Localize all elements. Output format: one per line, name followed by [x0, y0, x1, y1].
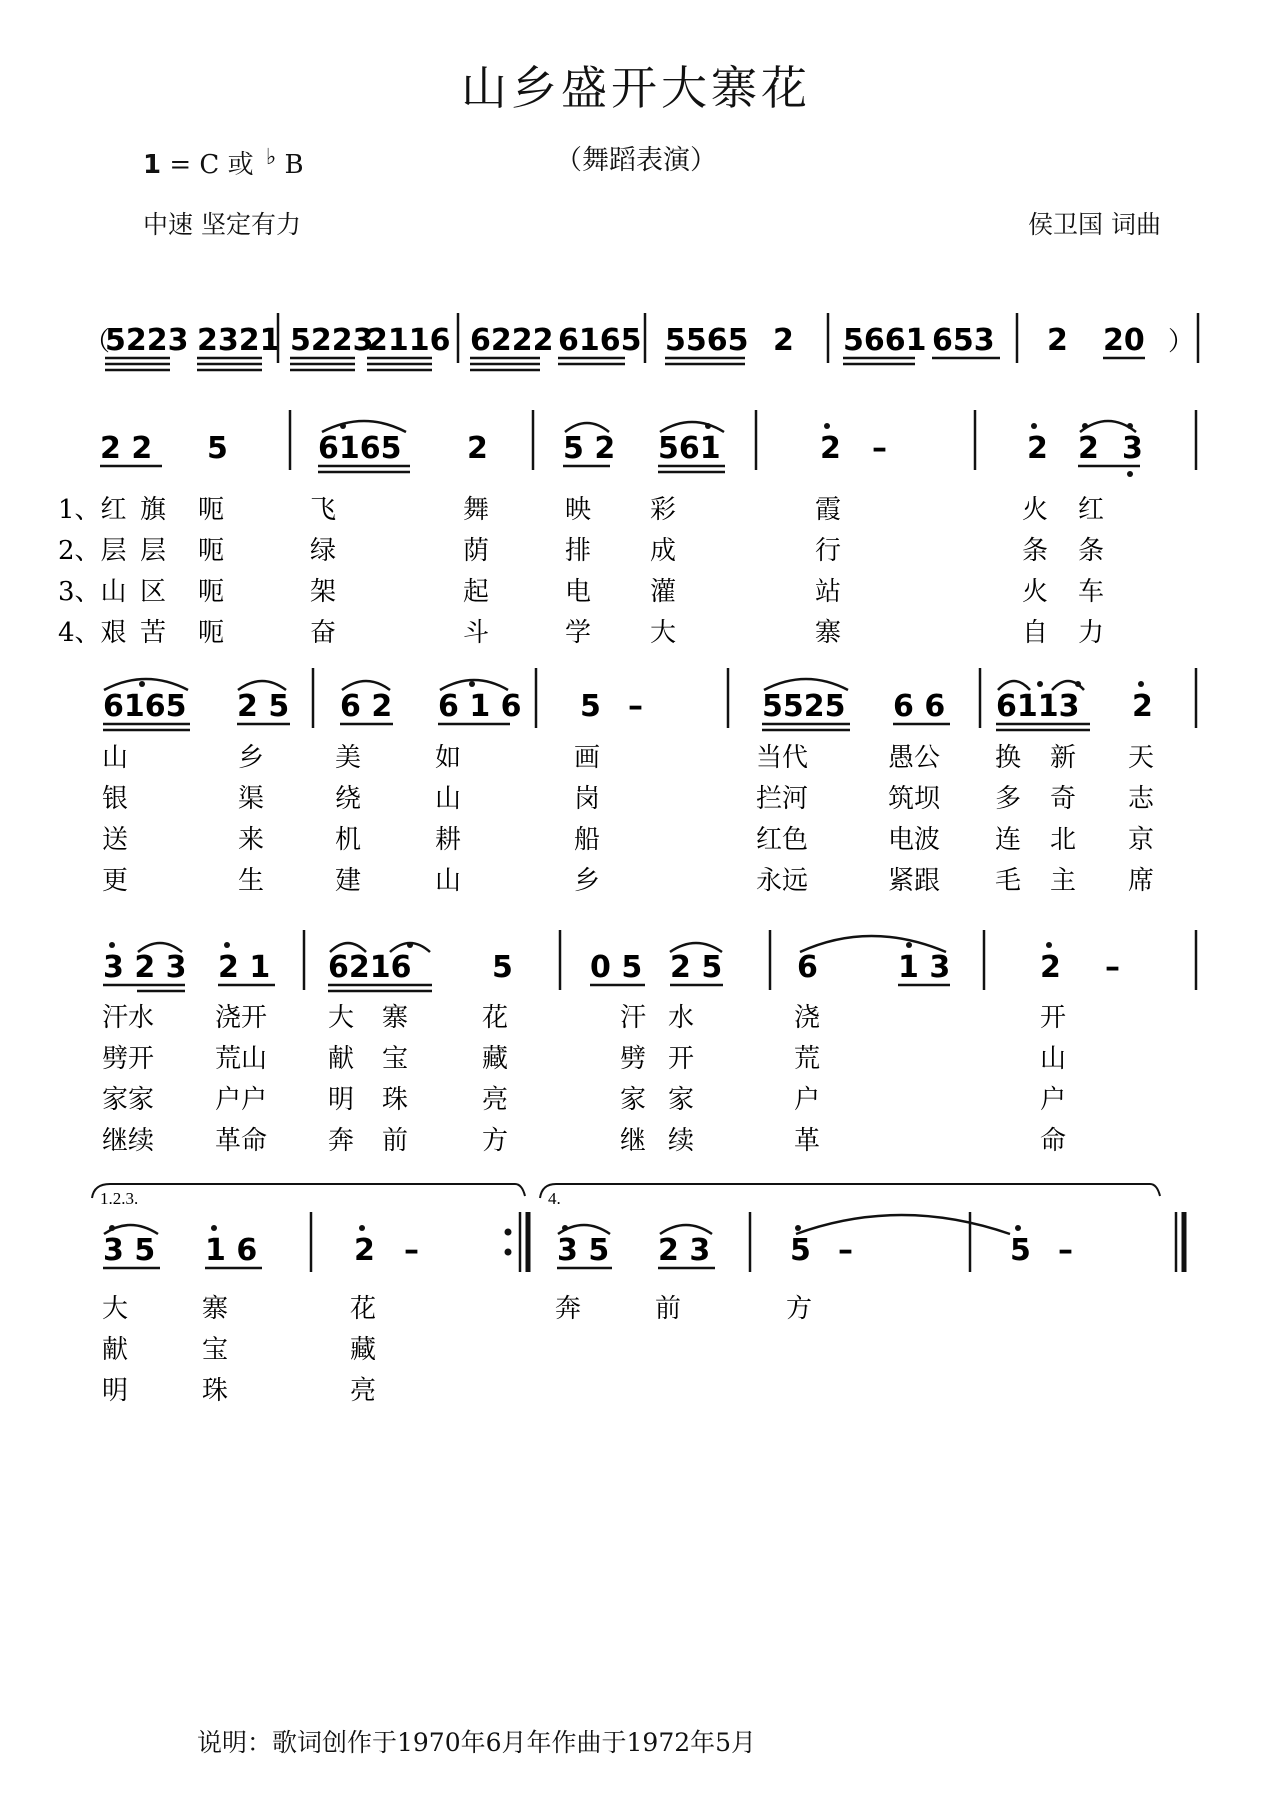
row3-verse4-w3: 奔	[328, 1126, 355, 1156]
row1-verse4-w1: 4、艰	[58, 618, 127, 648]
row2-verse4-w9: 主	[1050, 866, 1077, 896]
row3-verse2-w7: 开	[668, 1044, 695, 1074]
song-subtitle: （舞蹈表演）	[555, 145, 717, 176]
row3-note-1: 3 2 3	[103, 950, 187, 985]
row1-verse4-w3: 呃	[198, 618, 225, 648]
row1-verse1-w10: 红	[1078, 495, 1105, 525]
row2-verse1-w7: 愚公	[888, 743, 941, 773]
row2-verse4-w3: 建	[335, 866, 362, 896]
row1-note-10: 2	[1078, 431, 1099, 466]
tempo-marking: 中速 坚定有力	[143, 210, 301, 239]
flat-sign: ♭	[265, 145, 277, 170]
row4-verse1-w4: 奔	[555, 1294, 582, 1324]
row3-verse2-w4: 宝	[382, 1044, 409, 1074]
row1-note-5: 5 2	[563, 431, 616, 466]
row3-verse4-w6: 继	[620, 1126, 647, 1156]
row1-verse3-w4: 架	[310, 577, 337, 607]
row3-verse4-w4: 前	[382, 1126, 409, 1156]
row2-note-1: 6165	[103, 689, 187, 724]
row2-verse2-w10: 志	[1128, 784, 1155, 814]
row2-verse2-w7: 筑坝	[888, 784, 941, 814]
row2-verse2-w2: 渠	[238, 784, 265, 814]
row1-note-4: 2	[467, 431, 488, 466]
row2-verse2-w3: 绕	[335, 784, 362, 814]
row2-verse2-w6: 拦河	[756, 784, 809, 814]
row2-verse3-w9: 北	[1050, 825, 1077, 855]
row4-note-5: 3 5	[557, 1233, 610, 1268]
row1-note-8: –	[872, 431, 887, 466]
row4-verse3-w2: 珠	[202, 1376, 229, 1406]
row1-verse3-w3: 呃	[198, 577, 225, 607]
row4-note-3: 2	[354, 1233, 375, 1268]
intro-group-1: 5223	[105, 323, 189, 358]
row4-lyrics	[102, 1294, 812, 1406]
row2-note-5: 5	[580, 689, 601, 724]
intro-close-paren: ）	[1168, 327, 1195, 357]
row1-verse4-w8: 寨	[815, 618, 842, 648]
row1-verse3-w6: 电	[565, 577, 592, 607]
row4-verse1-w3: 花	[350, 1294, 377, 1324]
row2-note-6: –	[628, 689, 643, 724]
row3-verse3-w1: 家家	[102, 1085, 155, 1115]
row1-verse2-w5: 荫	[463, 536, 490, 566]
row3-note-2: 2 1	[218, 950, 271, 985]
row1-verse2-w1: 2、层	[58, 536, 127, 566]
row3-note-9: 2	[1040, 950, 1061, 985]
intro-group-12: 20	[1103, 323, 1145, 358]
row-2	[103, 668, 1196, 730]
row4-verse2-w1: 献	[102, 1335, 129, 1365]
row4-note-1: 3 5	[103, 1233, 156, 1268]
row-1	[100, 410, 1196, 477]
row1-verse1-w7: 彩	[650, 495, 677, 525]
row3-note-3: 6216	[328, 950, 412, 985]
row1-verse2-w2: 层	[140, 536, 167, 566]
intro-group-3: 5223	[290, 323, 374, 358]
key-text: = C 或	[169, 150, 254, 180]
row2-note-3: 6 2	[340, 689, 393, 724]
row2-note-4: 6 1 6	[438, 689, 522, 724]
row1-verse3-w8: 站	[815, 577, 842, 607]
row3-verse3-w6: 家	[620, 1085, 647, 1115]
row4-note-7: 5	[790, 1233, 811, 1268]
row1-note-7: 2	[820, 431, 841, 466]
row3-verse1-w8: 浇	[794, 1003, 821, 1033]
row3-verse4-w2: 革命	[215, 1126, 268, 1156]
row2-verse2-w8: 多	[995, 784, 1022, 814]
row2-verse2-w4: 山	[435, 784, 462, 814]
row2-octave-dots	[139, 681, 1144, 687]
row2-verse1-w6: 当代	[756, 743, 809, 773]
intro-group-6: 6165	[558, 323, 642, 358]
intro-group-4: 2116	[367, 323, 451, 358]
intro-row	[84, 313, 1198, 370]
row2-verse1-w10: 天	[1128, 743, 1155, 773]
intro-group-9: 5661	[843, 323, 927, 358]
song-title: 山乡盛开大寨花	[461, 61, 811, 115]
row3-verse1-w6: 汗	[620, 1003, 647, 1033]
row1-verse4-w2: 苦	[140, 618, 167, 648]
row2-verse4-w1: 更	[102, 866, 129, 896]
row1-verse1-w2: 旗	[140, 495, 167, 525]
row2-verse3-w7: 电波	[888, 825, 941, 855]
row2-verse4-w7: 紧跟	[888, 866, 941, 896]
row2-verse3-w3: 机	[335, 825, 362, 855]
row3-verse2-w6: 劈	[620, 1044, 647, 1074]
row3-verse2-w8: 荒	[794, 1044, 821, 1074]
row3-verse4-w7: 续	[668, 1126, 695, 1156]
row2-note-7: 5525	[762, 689, 846, 724]
row4-note-2: 1 6	[205, 1233, 258, 1268]
intro-group-2: 2321	[197, 323, 281, 358]
row1-verse1-w6: 映	[565, 495, 592, 525]
row2-verse1-w3: 美	[335, 743, 362, 773]
row3-verse4-w5: 方	[482, 1126, 509, 1156]
row2-verse1-w4: 如	[435, 743, 462, 773]
ending-first-label: 1.2.3.	[100, 1189, 139, 1208]
intro-underlines	[105, 358, 1145, 370]
row2-verse1-w5: 画	[574, 743, 601, 773]
row3-verse1-w1: 汗水	[102, 1003, 155, 1033]
row4-note-10: –	[1058, 1233, 1073, 1268]
row2-verse3-w8: 连	[995, 825, 1022, 855]
row4-verse3-w1: 明	[102, 1376, 129, 1406]
row3-lyrics	[102, 1003, 1066, 1156]
row2-verse4-w4: 山	[435, 866, 462, 896]
row1-verse4-w4: 奋	[310, 618, 337, 648]
row2-verse3-w5: 船	[574, 825, 601, 855]
row2-note-9: 6113	[996, 689, 1080, 724]
row2-verse3-w2: 来	[238, 825, 265, 855]
intro-group-11: 2	[1047, 323, 1068, 358]
row1-verse4-w7: 大	[650, 618, 677, 648]
row3-verse3-w3: 明	[328, 1085, 355, 1115]
row4-verse2-w3: 藏	[350, 1335, 377, 1365]
row1-octave-dots	[340, 423, 1133, 477]
row1-note-6: 561	[658, 431, 721, 466]
row2-verse2-w5: 岗	[574, 784, 601, 814]
row3-note-8: 1 3	[898, 950, 951, 985]
row3-verse3-w5: 亮	[482, 1085, 509, 1115]
row2-verse2-w9: 奇	[1050, 784, 1077, 814]
row3-verse1-w9: 开	[1040, 1003, 1067, 1033]
row1-note-1: 2 2	[100, 431, 153, 466]
row2-verse2-w1: 银	[102, 784, 129, 814]
row2-verse1-w2: 乡	[238, 743, 265, 773]
row4-verse1-w2: 寨	[202, 1294, 229, 1324]
row1-verse2-w3: 呃	[198, 536, 225, 566]
row2-verse4-w10: 席	[1128, 866, 1155, 896]
row1-verse1-w4: 飞	[310, 495, 337, 525]
row4-verse3-w3: 亮	[350, 1376, 377, 1406]
row3-verse2-w1: 劈开	[102, 1044, 155, 1074]
row3-verse3-w2: 户户	[215, 1085, 268, 1115]
row4-verse1-w1: 大	[102, 1294, 129, 1324]
row1-verse3-w10: 车	[1078, 577, 1105, 607]
row3-note-10: –	[1105, 950, 1120, 985]
row1-verse1-w5: 舞	[463, 495, 490, 525]
row3-verse2-w2: 荒山	[215, 1044, 268, 1074]
intro-group-10: 653	[932, 323, 995, 358]
row1-verse2-w9: 条	[1022, 536, 1049, 566]
row3-verse2-w3: 献	[328, 1044, 355, 1074]
row3-verse1-w4: 寨	[382, 1003, 409, 1033]
row1-verse4-w10: 力	[1078, 618, 1105, 648]
row1-verse1-w3: 呃	[198, 495, 225, 525]
row3-verse3-w4: 珠	[382, 1085, 409, 1115]
row1-verse3-w1: 3、山	[58, 577, 127, 607]
row1-verse4-w5: 斗	[463, 618, 490, 648]
row2-verse4-w2: 生	[238, 866, 265, 896]
row2-verse3-w6: 红色	[756, 825, 809, 855]
intro-group-7: 5565	[665, 323, 749, 358]
row1-verse4-w6: 学	[565, 618, 592, 648]
row2-verse3-w4: 耕	[435, 825, 462, 855]
row4-note-6: 2 3	[658, 1233, 711, 1268]
row2-verse3-w1: 送	[102, 825, 129, 855]
row4-note-8: –	[838, 1233, 853, 1268]
row-4	[92, 1184, 1184, 1272]
row4-note-4: –	[404, 1233, 419, 1268]
row1-note-9: 2	[1027, 431, 1048, 466]
row3-octave-dots	[109, 942, 1052, 948]
row4-verse1-w6: 方	[786, 1294, 813, 1324]
key-tonic-number: 1	[143, 150, 162, 180]
row1-note-2: 5	[207, 431, 228, 466]
row3-verse4-w8: 革	[794, 1126, 821, 1156]
row1-verse3-w5: 起	[463, 577, 490, 607]
row2-verse4-w8: 毛	[995, 866, 1022, 896]
row1-verse3-w7: 灌	[650, 577, 677, 607]
row4-verse1-w5: 前	[655, 1294, 682, 1324]
key-b: B	[284, 150, 304, 180]
row1-verse4-w9: 自	[1022, 618, 1049, 648]
row3-note-5: 0 5	[590, 950, 643, 985]
row2-verse4-w6: 永远	[756, 866, 809, 896]
row1-verse2-w8: 行	[815, 536, 842, 566]
intro-open-paren: （	[84, 327, 111, 357]
row3-verse3-w9: 户	[1040, 1085, 1067, 1115]
row4-verse2-w2: 宝	[202, 1335, 229, 1365]
ending-second-label: 4.	[548, 1189, 561, 1208]
row1-verse2-w10: 条	[1078, 536, 1105, 566]
row3-verse4-w1: 继续	[102, 1126, 155, 1156]
row1-verse1-w9: 火	[1022, 495, 1049, 525]
row4-note-9: 5	[1010, 1233, 1031, 1268]
row2-lyrics	[102, 743, 1155, 896]
row3-verse1-w7: 水	[668, 1003, 695, 1033]
row2-verse3-w10: 京	[1128, 825, 1155, 855]
row3-verse2-w5: 藏	[482, 1044, 509, 1074]
row2-note-8: 6 6	[893, 689, 946, 724]
row1-note-11: 3	[1122, 431, 1143, 466]
row2-verse1-w1: 山	[102, 743, 129, 773]
row2-note-10: 2	[1132, 689, 1153, 724]
row1-verse3-w2: 区	[140, 577, 167, 607]
row2-verse4-w5: 乡	[574, 866, 601, 896]
intro-group-8: 2	[773, 323, 794, 358]
row1-lyrics	[58, 495, 1104, 648]
row3-note-7: 6	[797, 950, 818, 985]
row1-verse2-w7: 成	[650, 536, 677, 566]
row3-verse1-w5: 花	[482, 1003, 509, 1033]
row1-verse1-w1: 1、红	[58, 495, 127, 525]
row3-verse3-w7: 家	[668, 1085, 695, 1115]
ending-brackets	[92, 1184, 1160, 1198]
row2-verse1-w9: 新	[1050, 743, 1077, 773]
row3-note-4: 5	[492, 950, 513, 985]
row1-note-3: 6165	[318, 431, 402, 466]
row3-verse2-w9: 山	[1040, 1044, 1067, 1074]
row3-verse4-w9: 命	[1040, 1126, 1067, 1156]
row-3	[103, 930, 1196, 991]
row2-verse1-w8: 换	[995, 743, 1022, 773]
row1-verse3-w9: 火	[1022, 577, 1049, 607]
intro-group-5: 6222	[470, 323, 554, 358]
row1-verse2-w6: 排	[565, 536, 592, 566]
footer-note: 说明：歌词创作于1970年6月年作曲于1972年5月	[197, 1728, 757, 1757]
row3-verse1-w2: 浇开	[215, 1003, 268, 1033]
author-credit: 侯卫国 词曲	[1028, 210, 1161, 239]
row3-verse1-w3: 大	[328, 1003, 355, 1033]
row3-verse3-w8: 户	[794, 1085, 821, 1115]
row1-verse1-w8: 霞	[815, 495, 842, 525]
row1-verse2-w4: 绿	[310, 536, 337, 566]
row3-note-6: 2 5	[670, 950, 723, 985]
row2-note-2: 2 5	[237, 689, 290, 724]
